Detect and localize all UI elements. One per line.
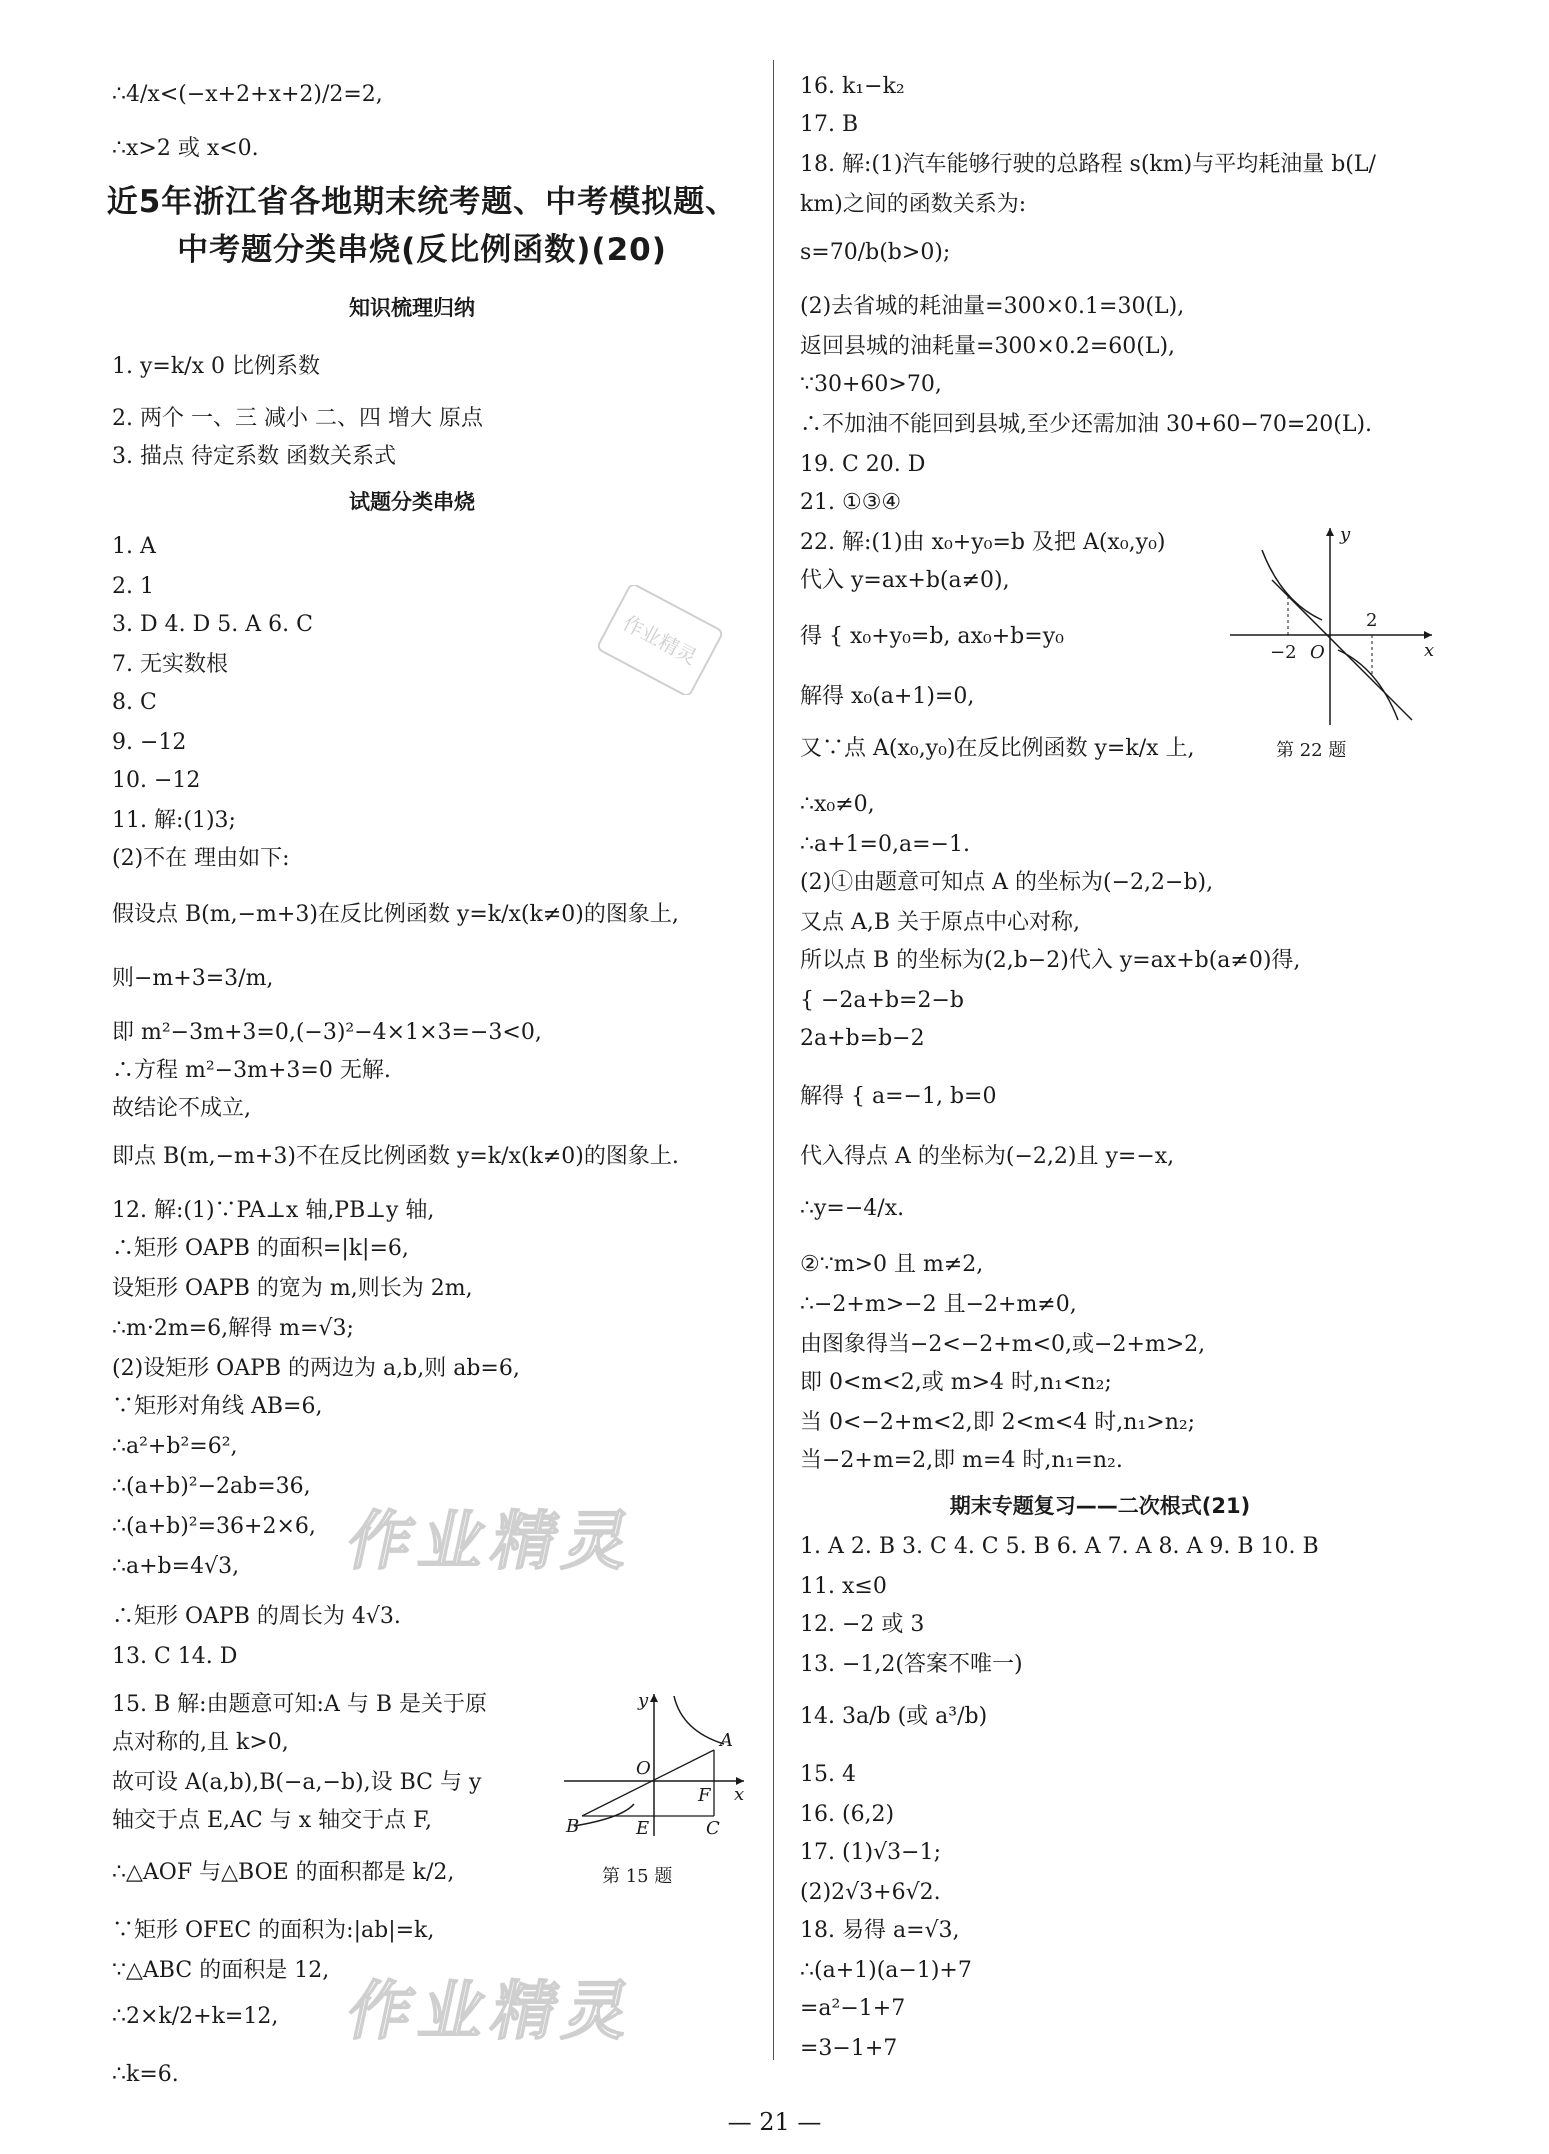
section-heading-test: 试题分类串烧	[349, 490, 475, 514]
text-line: 解得 x₀(a+1)=0,	[800, 684, 975, 709]
text-line: 11. 解:(1)3;	[112, 808, 236, 833]
text-line: 2. 1	[112, 574, 154, 599]
text-line: 17. (1)√3−1;	[800, 1840, 942, 1865]
text-line: (2)设矩形 OAPB 的两边为 a,b,则 ab=6,	[112, 1356, 520, 1381]
text-line: 即点 B(m,−m+3)不在反比例函数 y=k/x(k≠0)的图象上.	[112, 1144, 679, 1169]
text-line: 点对称的,且 k>0,	[112, 1730, 289, 1755]
text-line: 3. D 4. D 5. A 6. C	[112, 612, 313, 637]
text-line: ∴矩形 OAPB 的周长为 4√3.	[112, 1604, 401, 1629]
fig15-label-b: B	[566, 1816, 580, 1837]
text-line: ∴方程 m²−3m+3=0 无解.	[112, 1058, 391, 1083]
text-line: ∴△AOF 与△BOE 的面积都是 k/2,	[112, 1860, 455, 1885]
text-line: ∴x>2 或 x<0.	[112, 136, 259, 161]
text-line: ∵矩形 OFEC 的面积为:|ab|=k,	[112, 1918, 435, 1943]
text-line: s=70/b(b>0);	[800, 240, 951, 265]
text-line: 由图象得当−2<−2+m<0,或−2+m>2,	[800, 1332, 1206, 1357]
column-divider	[773, 60, 774, 2060]
text-line: 1. y=k/x 0 比例系数	[112, 354, 320, 379]
stamp-drawing	[590, 585, 730, 695]
curve-fourth-quadrant	[1338, 650, 1398, 720]
text-line: 代入 y=ax+b(a≠0),	[800, 568, 1010, 593]
text-line: ∴k=6.	[112, 2062, 179, 2087]
text-line: ∴a+b=4√3,	[112, 1554, 240, 1579]
text-line: 15. 4	[800, 1762, 856, 1787]
text-line: 18. 易得 a=√3,	[800, 1918, 960, 1943]
y-axis-arrow	[650, 1694, 658, 1702]
text-line: km)之间的函数关系为:	[800, 192, 1027, 217]
text-line: (2)2√3+6√2.	[800, 1880, 941, 1905]
fig15-label-e: E	[636, 1818, 650, 1839]
text-line: 故可设 A(a,b),B(−a,−b),设 BC 与 y	[112, 1770, 482, 1795]
fig15-label-y: y	[638, 1690, 649, 1711]
text-line: ∴4/x<(−x+2+x+2)/2=2,	[112, 82, 383, 107]
text-line: 所以点 B 的坐标为(2,b−2)代入 y=ax+b(a≠0)得,	[800, 948, 1301, 973]
fig22-label-o: O	[1310, 642, 1325, 663]
text-line: { −2a+b=2−b	[800, 988, 965, 1013]
page-title-line-2: 中考题分类串烧(反比例函数)(20)	[177, 232, 667, 268]
text-line: 7. 无实数根	[112, 652, 228, 677]
fig15-label-f: F	[698, 1785, 711, 1806]
text-line: ∴−2+m>−2 且−2+m≠0,	[800, 1292, 1077, 1317]
text-line: 18. 解:(1)汽车能够行驶的总路程 s(km)与平均耗油量 b(L/	[800, 152, 1376, 177]
text-line: 13. C 14. D	[112, 1644, 238, 1669]
text-line: 解得 { a=−1, b=0	[800, 1084, 997, 1109]
stamp-watermark	[590, 585, 730, 695]
text-line: ∴2×k/2+k=12,	[112, 2004, 279, 2029]
text-line: 又∵点 A(x₀,y₀)在反比例函数 y=k/x 上,	[800, 736, 1195, 761]
text-line: ∵矩形对角线 AB=6,	[112, 1394, 323, 1419]
text-line: 8. C	[112, 690, 157, 715]
text-line: 12. 解:(1)∵PA⊥x 轴,PB⊥y 轴,	[112, 1198, 435, 1223]
text-line: =a²−1+7	[800, 1996, 906, 2021]
text-line: 故结论不成立,	[112, 1096, 251, 1121]
text-line: 当 0<−2+m<2,即 2<m<4 时,n₁>n₂;	[800, 1410, 1196, 1435]
text-line: (2)①由题意可知点 A 的坐标为(−2,2−b),	[800, 870, 1214, 895]
text-line: 2a+b=b−2	[800, 1026, 925, 1051]
text-line: 又点 A,B 关于原点中心对称,	[800, 910, 1081, 935]
text-line: ∵30+60>70,	[800, 372, 942, 397]
text-line: (2)不在 理由如下:	[112, 846, 290, 871]
fig15-label-a: A	[720, 1730, 733, 1751]
text-line: 轴交于点 E,AC 与 x 轴交于点 F,	[112, 1808, 432, 1833]
figure-22-caption: 第 22 题	[1276, 740, 1347, 761]
text-line: 16. k₁−k₂	[800, 74, 905, 99]
section-heading-knowledge: 知识梳理归纳	[349, 296, 475, 320]
text-line: ∴x₀≠0,	[800, 792, 875, 817]
text-line: 得 { x₀+y₀=b, ax₀+b=y₀	[800, 624, 1064, 649]
text-line: ∴a²+b²=6²,	[112, 1434, 238, 1459]
text-line: 1. A 2. B 3. C 4. C 5. B 6. A 7. A 8. A 9. B 10. B	[800, 1534, 1319, 1559]
curve-first-quadrant	[674, 1696, 724, 1744]
text-line: 13. −1,2(答案不唯一)	[800, 1652, 1023, 1677]
text-line: 3. 描点 待定系数 函数关系式	[112, 444, 396, 469]
text-line: 则−m+3=3/m,	[112, 966, 274, 991]
text-line: ∴(a+b)²−2ab=36,	[112, 1474, 311, 1499]
text-line: ∴a+1=0,a=−1.	[800, 832, 970, 857]
text-line: ∴(a+b)²=36+2×6,	[112, 1514, 316, 1539]
figure-15-caption: 第 15 题	[602, 1866, 673, 1887]
text-line: 1. A	[112, 534, 156, 559]
x-axis-arrow	[1424, 631, 1432, 639]
curve-second-quadrant	[1262, 550, 1322, 620]
figure-22	[1222, 520, 1442, 730]
text-line: 14. 3a/b (或 a³/b)	[800, 1704, 988, 1729]
figure-15	[554, 1686, 754, 1846]
text-line: 返回县城的油耗量=300×0.2=60(L),	[800, 334, 1176, 359]
text-line: =3−1+7	[800, 2036, 898, 2061]
stamp-text: 作业精灵	[619, 610, 701, 670]
fig15-label-o: O	[636, 1758, 651, 1779]
text-line: 21. ①③④	[800, 490, 902, 515]
text-line: ②∵m>0 且 m≠2,	[800, 1252, 984, 1277]
text-line: ∴y=−4/x.	[800, 1196, 905, 1221]
figure-15-drawing	[554, 1686, 754, 1846]
fig15-label-x: x	[734, 1784, 745, 1805]
text-line: 假设点 B(m,−m+3)在反比例函数 y=k/x(k≠0)的图象上,	[112, 902, 679, 927]
page-number: — 21 —	[727, 2108, 822, 2136]
text-line: 9. −12	[112, 730, 187, 755]
fig22-label-y: y	[1340, 524, 1351, 545]
fig22-label-two: 2	[1366, 610, 1378, 631]
text-line: 当−2+m=2,即 m=4 时,n₁=n₂.	[800, 1448, 1123, 1473]
watermark-text: 作业精灵	[340, 1975, 645, 2049]
fig22-label-minus-two: −2	[1270, 642, 1297, 663]
text-line: (2)去省城的耗油量=300×0.1=30(L),	[800, 294, 1185, 319]
fig15-label-c: C	[706, 1818, 720, 1839]
watermark-text: 作业精灵	[340, 1505, 645, 1579]
text-line: 10. −12	[112, 768, 201, 793]
text-line: 19. C 20. D	[800, 452, 926, 477]
text-line: 即 m²−3m+3=0,(−3)²−4×1×3=−3<0,	[112, 1020, 542, 1045]
text-line: 15. B 解:由题意可知:A 与 B 是关于原	[112, 1692, 487, 1717]
text-line: ∴m·2m=6,解得 m=√3;	[112, 1316, 354, 1341]
text-line: ∴不加油不能回到县城,至少还需加油 30+60−70=20(L).	[800, 412, 1373, 437]
fig22-label-x: x	[1424, 640, 1435, 661]
text-line: ∵△ABC 的面积是 12,	[112, 1958, 330, 1983]
page-title-line-1: 近5年浙江省各地期末统考题、中考模拟题、	[106, 184, 738, 220]
text-line: 即 0<m<2,或 m>4 时,n₁<n₂;	[800, 1370, 1112, 1395]
text-line: 12. −2 或 3	[800, 1612, 925, 1637]
figure-22-drawing	[1222, 520, 1442, 730]
text-line: 2. 两个 一、三 减小 二、四 增大 原点	[112, 406, 483, 431]
text-line: 代入得点 A 的坐标为(−2,2)且 y=−x,	[800, 1144, 1175, 1169]
text-line: 17. B	[800, 112, 859, 137]
text-line: 11. x≤0	[800, 1574, 887, 1599]
text-line: 16. (6,2)	[800, 1802, 895, 1827]
text-line: 22. 解:(1)由 x₀+y₀=b 及把 A(x₀,y₀)	[800, 530, 1166, 555]
section-heading-review: 期末专题复习——二次根式(21)	[949, 1494, 1251, 1518]
y-axis-arrow	[1326, 528, 1334, 536]
text-line: 设矩形 OAPB 的宽为 m,则长为 2m,	[112, 1276, 473, 1301]
text-line: ∴(a+1)(a−1)+7	[800, 1958, 972, 1983]
text-line: ∴矩形 OAPB 的面积=|k|=6,	[112, 1236, 409, 1261]
